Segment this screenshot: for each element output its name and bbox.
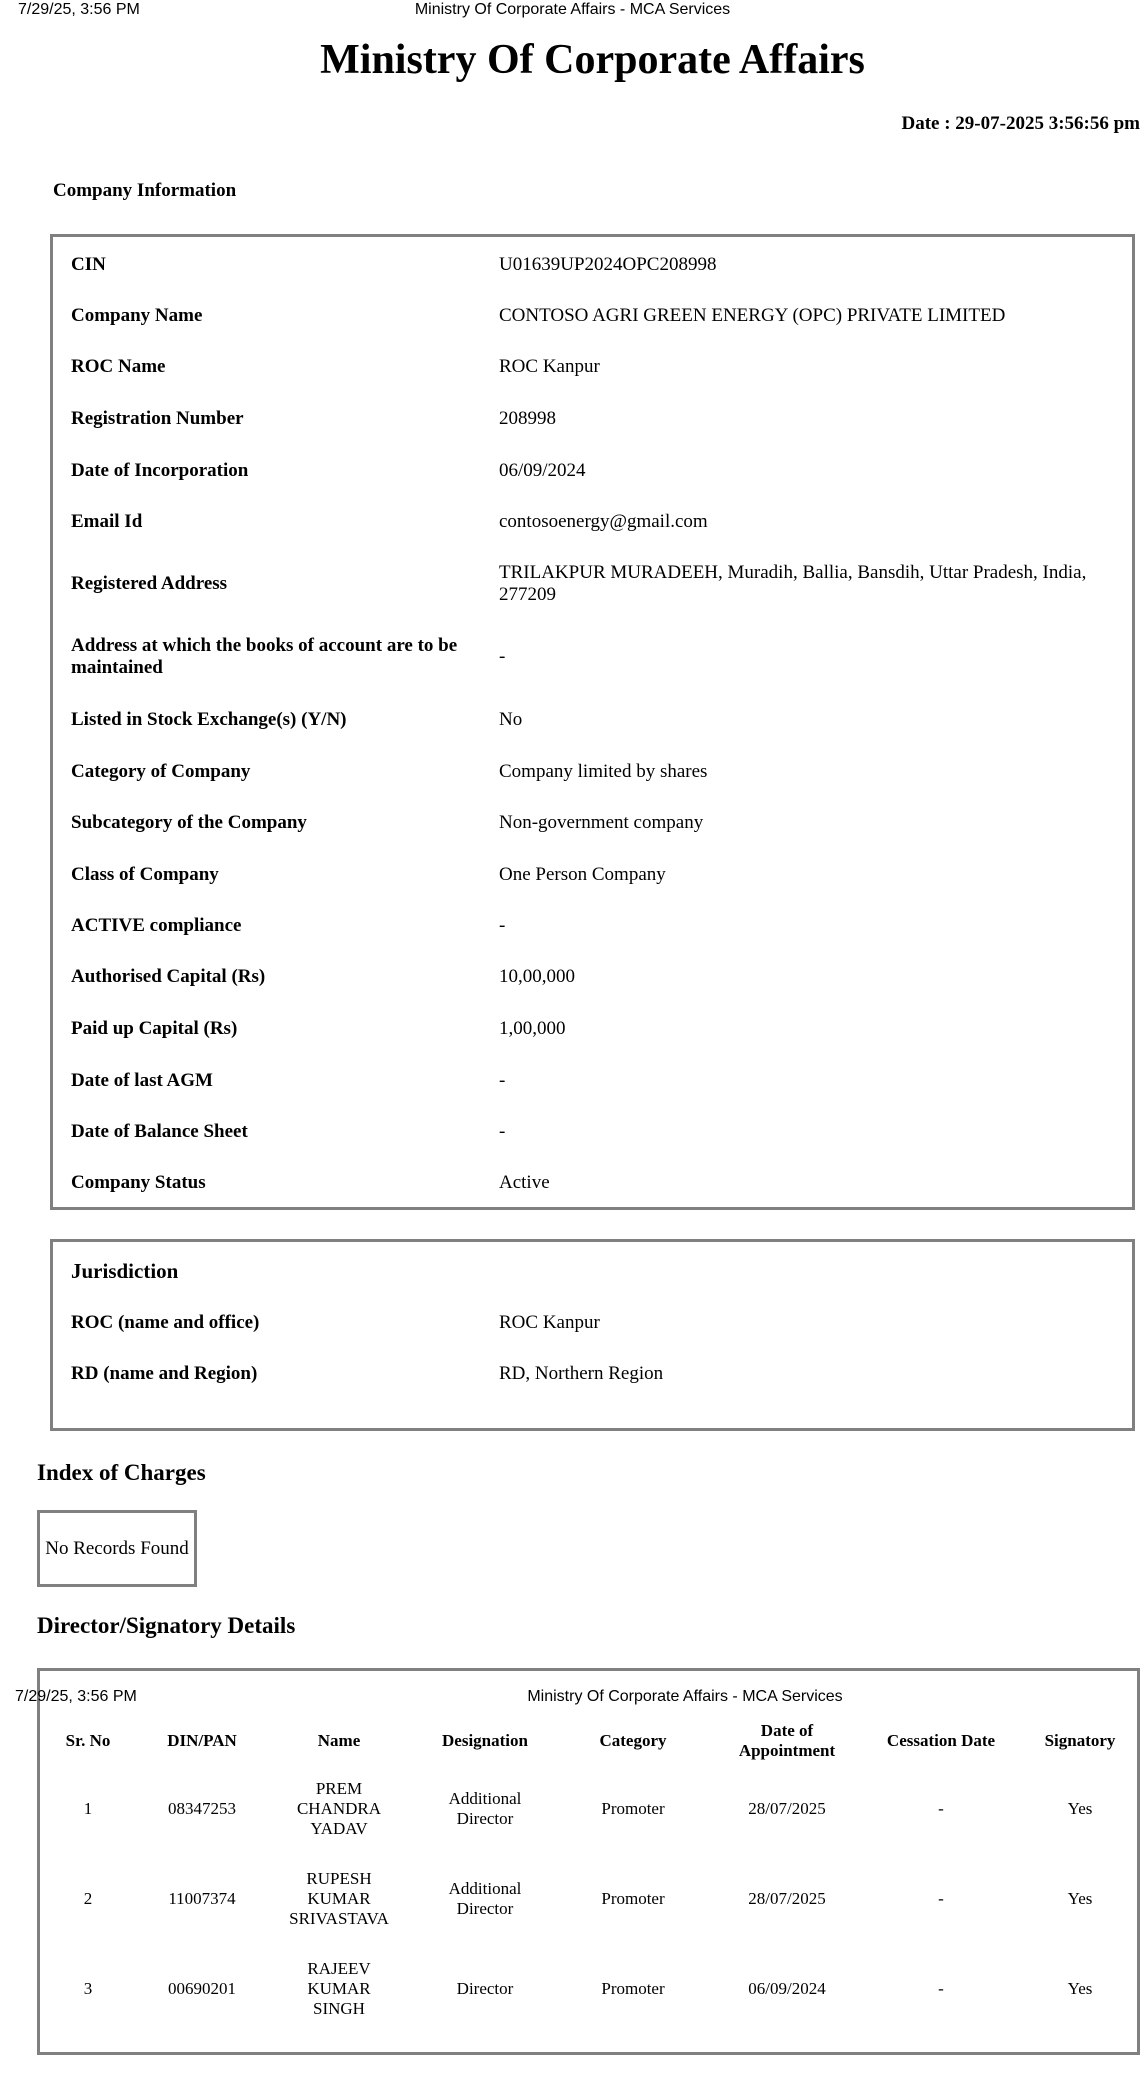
- kv-label: Address at which the books of account are to be maintained: [71, 635, 458, 678]
- kv-label: Email Id: [71, 511, 143, 532]
- kv-value: TRILAKPUR MURADEEH, Muradih, Ballia, Bansdih, Uttar Pradesh, India, 277209: [499, 562, 1087, 605]
- table-cell: Yes: [1067, 1799, 1093, 1818]
- table-cell: 11007374: [168, 1889, 236, 1908]
- col-header-din: DIN/PAN: [167, 1731, 237, 1750]
- kv-value: 06/09/2024: [499, 460, 586, 481]
- kv-value: One Person Company: [499, 864, 666, 885]
- kv-value: Company limited by shares: [499, 761, 708, 782]
- kv-value: Active: [499, 1172, 550, 1193]
- charges-empty-box: [37, 1510, 197, 1587]
- kv-label: Subcategory of the Company: [71, 812, 307, 833]
- table-cell: 00690201: [168, 1979, 236, 1998]
- table-cell: Additional Director: [448, 1879, 522, 1918]
- table-cell: 1: [83, 1799, 93, 1818]
- kv-value: 208998: [499, 408, 556, 429]
- kv-label: Category of Company: [71, 761, 251, 782]
- kv-value: -: [499, 646, 506, 667]
- print-header-title-page2: Ministry Of Corporate Affairs - MCA Services: [527, 1688, 843, 1705]
- kv-label: RD (name and Region): [71, 1363, 258, 1384]
- table-cell: 06/09/2024: [748, 1979, 826, 1998]
- kv-label: Company Status: [71, 1172, 206, 1193]
- kv-value: 1,00,000: [499, 1018, 566, 1039]
- table-cell: Yes: [1067, 1979, 1093, 1998]
- table-cell: Promoter: [601, 1979, 665, 1998]
- directors-table: [37, 1668, 1140, 2055]
- kv-value: ROC Kanpur: [499, 356, 600, 377]
- kv-value: CONTOSO AGRI GREEN ENERGY (OPC) PRIVATE LIMITED: [499, 305, 1006, 326]
- col-header-category: Category: [599, 1731, 667, 1750]
- kv-value: U01639UP2024OPC208998: [499, 254, 717, 275]
- col-header-designation: Designation: [442, 1731, 528, 1750]
- page-title: Ministry Of Corporate Affairs: [320, 37, 865, 83]
- table-cell: -: [938, 1799, 944, 1818]
- kv-value: -: [499, 1070, 506, 1091]
- table-cell: Director: [456, 1979, 514, 1998]
- table-cell: Yes: [1067, 1889, 1093, 1908]
- table-cell: -: [938, 1979, 944, 1998]
- col-header-signatory: Signatory: [1044, 1731, 1116, 1750]
- kv-value: No: [499, 709, 523, 730]
- kv-label: Registered Address: [71, 573, 228, 594]
- table-cell: -: [938, 1889, 944, 1908]
- jurisdiction-table: [50, 1239, 1135, 1431]
- table-cell: 28/07/2025: [748, 1799, 826, 1818]
- kv-label: ACTIVE compliance: [71, 915, 242, 936]
- table-cell: RUPESH KUMAR SRIVASTAVA: [289, 1869, 389, 1928]
- report-date: Date : 29-07-2025 3:56:56 pm: [901, 113, 1140, 134]
- company-info-heading: Company Information: [53, 180, 237, 201]
- kv-label: Paid up Capital (Rs): [71, 1018, 238, 1039]
- kv-label: Date of last AGM: [71, 1070, 213, 1091]
- print-header-datetime-page2: 7/29/25, 3:56 PM: [15, 1688, 137, 1705]
- jurisdiction-heading: Jurisdiction: [71, 1259, 179, 1283]
- kv-value: 10,00,000: [499, 966, 575, 987]
- kv-label: Date of Incorporation: [71, 460, 249, 481]
- kv-label: ROC Name: [71, 356, 166, 377]
- print-header-datetime: 7/29/25, 3:56 PM: [18, 1, 140, 18]
- kv-value: Non-government company: [499, 812, 704, 833]
- table-cell: Promoter: [601, 1799, 665, 1818]
- table-cell: 08347253: [168, 1799, 236, 1818]
- print-header-title: Ministry Of Corporate Affairs - MCA Services: [414, 1, 731, 18]
- kv-label: CIN: [71, 254, 106, 275]
- kv-value: contosoenergy@gmail.com: [499, 511, 708, 532]
- kv-label: Registration Number: [71, 408, 244, 429]
- charges-heading: Index of Charges: [37, 1460, 206, 1485]
- table-cell: Additional Director: [448, 1789, 522, 1828]
- company-info-table: [50, 234, 1135, 1210]
- kv-label: Authorised Capital (Rs): [71, 966, 266, 987]
- table-cell: 28/07/2025: [748, 1889, 826, 1908]
- kv-value: ROC Kanpur: [499, 1312, 600, 1333]
- col-header-date-appointment: Date of Appointment: [738, 1721, 836, 1760]
- directors-heading: Director/Signatory Details: [37, 1613, 296, 1638]
- table-cell: RAJEEV KUMAR SINGH: [307, 1959, 371, 2018]
- kv-value: RD, Northern Region: [499, 1363, 664, 1384]
- col-header-cessation: Cessation Date: [886, 1731, 996, 1750]
- kv-label: Date of Balance Sheet: [71, 1121, 248, 1142]
- col-header-sr-no: Sr. No: [65, 1731, 111, 1750]
- table-cell: PREM CHANDRA YADAV: [296, 1779, 382, 1838]
- kv-label: ROC (name and office): [71, 1312, 260, 1333]
- kv-label: Class of Company: [71, 864, 219, 885]
- kv-value: -: [499, 915, 506, 936]
- kv-label: Company Name: [71, 305, 203, 326]
- kv-label: Listed in Stock Exchange(s) (Y/N): [71, 709, 347, 730]
- table-cell: 3: [83, 1979, 93, 1998]
- table-cell: Promoter: [601, 1889, 665, 1908]
- table-cell: 2: [83, 1889, 93, 1908]
- no-records-text: No Records Found: [45, 1537, 189, 1559]
- col-header-name: Name: [317, 1731, 361, 1750]
- kv-value: -: [499, 1121, 506, 1142]
